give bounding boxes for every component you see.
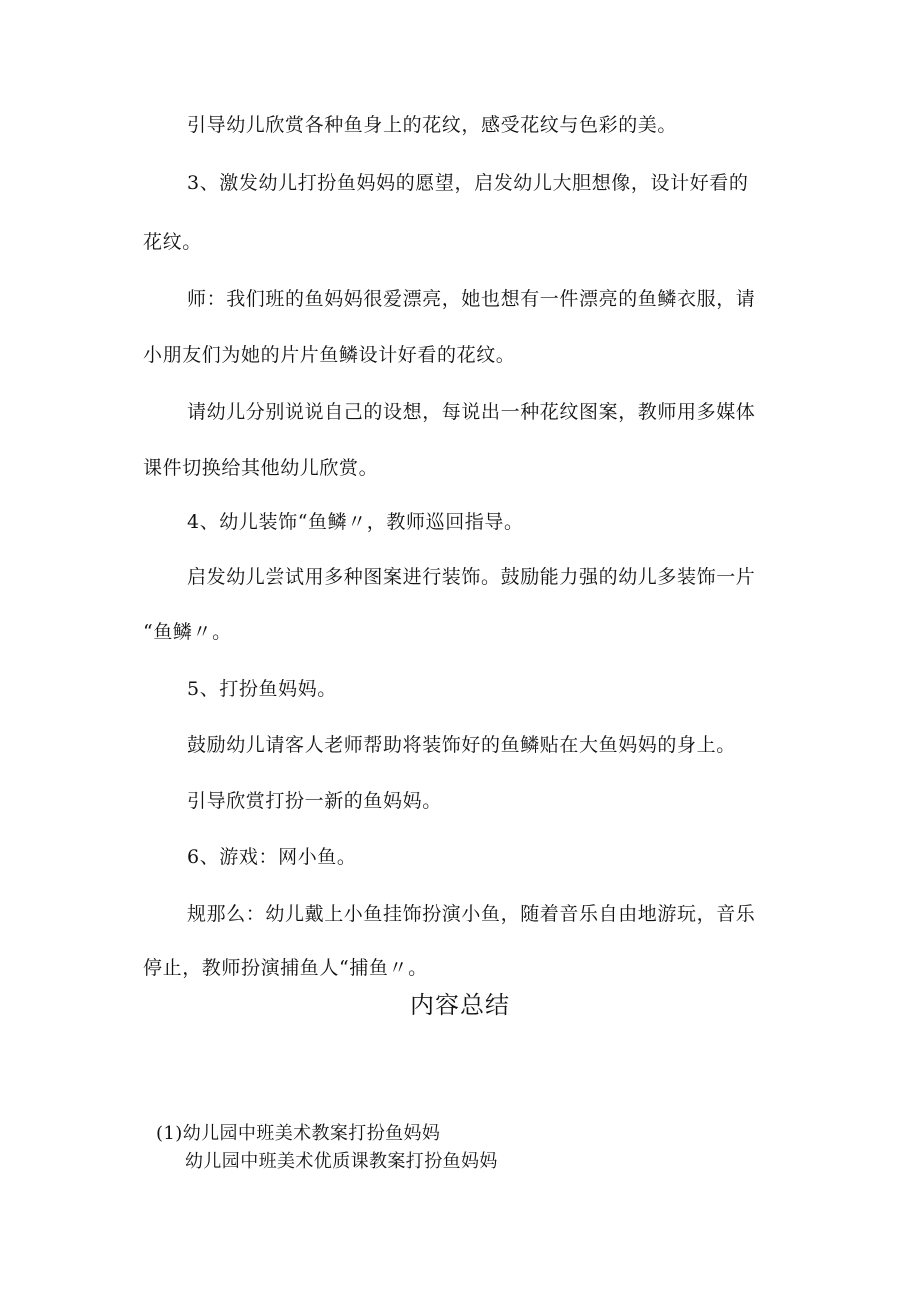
paragraph-line: 规那么：幼儿戴上小鱼挂饰扮演小鱼，随着音乐自由地游玩，音乐: [187, 903, 756, 925]
paragraph-line: 启发幼儿尝试用多种图案进行装饰。鼓励能力强的幼儿多装饰一片: [187, 566, 756, 588]
paragraph-line: 小朋友们为她的片片鱼鳞设计好看的花纹。: [143, 344, 516, 366]
step-4-heading: 4、幼儿装饰“鱼鳞〃，教师巡回指导。: [187, 511, 524, 533]
step-6-heading: 6、游戏：网小鱼。: [187, 846, 357, 868]
summary-heading: 内容总结: [410, 991, 510, 1019]
paragraph-line: “鱼鳞〃。: [143, 621, 232, 643]
paragraph-line: 花纹。: [143, 231, 202, 253]
paragraph-line: 引导欣赏打扮一新的鱼妈妈。: [187, 790, 442, 812]
paragraph-line: 请幼儿分别说说自己的设想，每说出一种花纹图案，教师用多媒体: [187, 401, 756, 423]
step-5-heading: 5、打扮鱼妈妈。: [187, 678, 337, 700]
summary-item: (1)幼儿园中班美术教案打扮鱼妈妈: [156, 1123, 441, 1144]
paragraph-line: 鼓励幼儿请客人老师帮助将装饰好的鱼鳞贴在大鱼妈妈的身上。: [187, 734, 736, 756]
paragraph-line: 引导幼儿欣赏各种鱼身上的花纹，感受花纹与色彩的美。: [187, 114, 678, 136]
step-3-heading: 3、激发幼儿打扮鱼妈妈的愿望，启发幼儿大胆想像，设计好看的: [187, 172, 749, 194]
paragraph-line: 师：我们班的鱼妈妈很爱漂亮，她也想有一件漂亮的鱼鳞衣服，请: [187, 288, 756, 310]
paragraph-line: 停止，教师扮演捕鱼人“捕鱼〃。: [143, 957, 428, 979]
paragraph-line: 课件切换给其他幼儿欣赏。: [143, 457, 379, 479]
summary-item: 幼儿园中班美术优质课教案打扮鱼妈妈: [185, 1151, 498, 1172]
